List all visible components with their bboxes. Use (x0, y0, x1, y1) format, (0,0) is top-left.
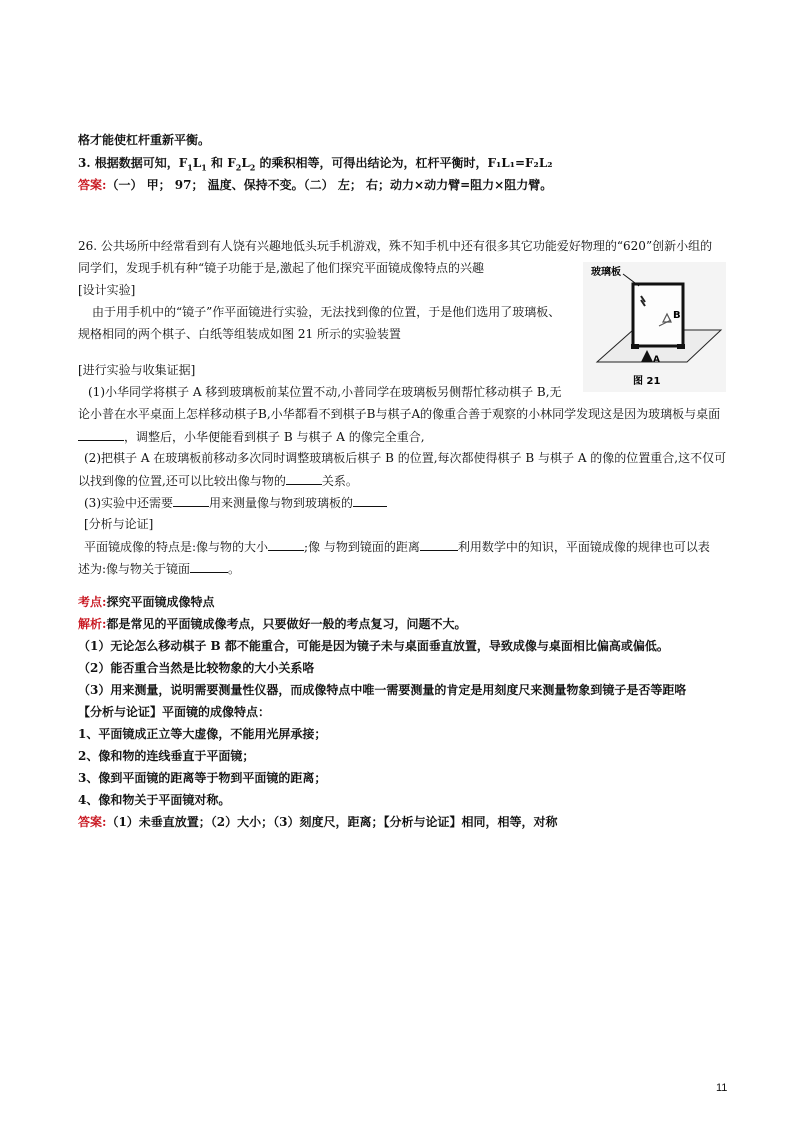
step1-line-2: 论小普在水平桌面上怎样移动棋子B,小华都看不到棋子B与棋子A的像重合善于观察的小林同学发现这是因为玻璃板与桌面 (78, 407, 721, 421)
period: 。 (228, 562, 241, 576)
answer-label: 答案: (78, 815, 107, 829)
step3-line (84, 494, 387, 511)
answer-blank[interactable] (353, 494, 387, 507)
symbol-l: L (241, 156, 250, 170)
page-number: 11 (716, 1082, 728, 1094)
analysis-text-end: 利用数学中的知识，平面镜成像的规律也可以表 (457, 540, 710, 554)
symbol-l: L (192, 156, 202, 170)
q26-intro-1: 26. 公共场所中经常看到有人饶有兴趣地低头玩手机游戏，殊不知手机中还有很多其它功能爱好物理的“620”创新小组的 (78, 239, 713, 253)
solution-line-5: 1、平面镜成正立等大虚像，不能用光屏承接； (78, 727, 327, 741)
conclusion-line (78, 155, 553, 175)
experiment-heading: [进行实验与收集证据] (78, 363, 196, 377)
answer-blank[interactable] (420, 538, 458, 551)
kaodian-label: 考点: (78, 595, 107, 609)
step3-text: (3)实验中还需要 (84, 496, 173, 510)
jiexi-text: 都是常见的平面镜成像考点，只要做好一般的考点复习，问题不大。 (106, 617, 467, 631)
subscript: 2 (235, 162, 242, 173)
design-heading: [设计实验] (78, 283, 136, 297)
solution-line-1: （1）无论怎么移动棋子 B 都不能重合，可能是因为镜子未与桌面垂直放置，导致成像与桌面相比偏高或偏低。 (78, 639, 669, 653)
answer-blank[interactable] (173, 494, 209, 507)
figure-caption: 图 21 (633, 376, 661, 387)
answer-blank[interactable] (78, 428, 124, 441)
design-line-2: 规格相同的两个棋子、白纸等组装成如图 21 所示的实验装置 (78, 327, 401, 341)
subscript: 2 (249, 162, 256, 173)
step1-line-1: (1)小华同学将棋子 A 移到玻璃板前某位置不动,小普同学在玻璃板另侧帮忙移动棋子 B,无 (88, 385, 562, 399)
answer-blank[interactable] (268, 538, 304, 551)
text-line: 格才能使杠杆重新平衡。 (78, 133, 211, 147)
answer-blank[interactable] (190, 560, 228, 573)
label-b: B (673, 310, 681, 321)
step2-line-2 (78, 472, 358, 489)
answer-text: （一） 甲； 97； 温度、保持不变。（二） 左； 右；动力×动力臂=阻力×阻力臂。 (106, 178, 553, 192)
step3-text-mid: 用来测量像与物到玻璃板的 (209, 496, 354, 510)
plate-stand-left (631, 344, 639, 349)
jiexi-line (78, 616, 466, 632)
conclusion-text: 的乘积相等，可得出结论为，杠杆平衡时， (255, 156, 488, 170)
answer-line-2 (78, 814, 558, 830)
analysis-text: 述为:像与物关于镜面 (78, 562, 191, 576)
solution-line-4: 【分析与论证】平面镜的成像特点： (78, 705, 271, 719)
formula: F₁L₁=F₂L₂ (487, 156, 553, 170)
jiexi-label: 解析: (78, 617, 107, 631)
glass-label: 玻璃板 (591, 267, 621, 278)
step2-text: 以找到像的位置,还可以比较出像与物的 (78, 474, 286, 488)
step2-text-end: 关系。 (321, 474, 358, 488)
answer-text: （1）未垂直放置；（2）大小；（3）刻度尺，距离；【分析与论证】相同，相等，对称 (106, 815, 558, 829)
q26-intro-2: 同学们，发现手机有种“镜子功能于是,激起了他们探究平面镜成像特点的兴趣 (78, 261, 484, 275)
subscript: 1 (187, 162, 193, 173)
conjunction: 和 (206, 156, 228, 170)
solution-line-2: （2）能否重合当然是比较物象的大小关系咯 (78, 661, 315, 675)
plate-stand-right (677, 344, 685, 349)
symbol-f: F (227, 156, 236, 170)
analysis-text-mid: ;像 与物到镜面的距离 (304, 540, 420, 554)
solution-line-7: 3、像到平面镜的距离等于物到平面镜的距离； (78, 771, 327, 785)
mirror-experiment-diagram (583, 262, 726, 392)
solution-line-6: 2、像和物的连线垂直于平面镜； (78, 749, 255, 763)
symbol-f: F (178, 156, 188, 170)
solution-line-3: （3）用来测量，说明需要测量性仪器，而成像特点中唯一需要测量的肯定是用刻度尺来测量物象到镜子是否等距咯 (78, 683, 687, 697)
kaodian-text: 探究平面镜成像特点 (106, 595, 215, 609)
answer-line-1 (78, 177, 552, 193)
kaodian-line (78, 594, 214, 610)
analysis-line-2 (78, 560, 240, 577)
answer-label: 答案: (78, 178, 107, 192)
solution-line-8: 4、像和物关于平面镜对称。 (78, 793, 231, 807)
analysis-line-1 (84, 538, 710, 555)
step2-line-1: (2)把棋子 A 在玻璃板前移动多次同时调整玻璃板后棋子 B 的位置,每次都使得棋子 B 与棋子 A 的像的位置重合,这不仅可 (84, 451, 727, 465)
subscript: 1 (201, 162, 207, 173)
answer-blank[interactable] (286, 472, 322, 485)
analysis-heading: [分析与论证] (84, 517, 154, 531)
step1-line-3 (78, 428, 425, 445)
step1-text: ，调整后，小华便能看到棋子 B 与棋子 A 的像完全重合, (124, 430, 425, 444)
figure-21 (583, 262, 726, 392)
analysis-text: 平面镜成像的特点是:像与物的大小 (84, 540, 269, 554)
label-a: A (653, 355, 660, 365)
design-line-1: 由于用手机中的“镜子”作平面镜进行实验，无法找到像的位置，于是他们选用了玻璃板、 (92, 305, 561, 319)
conclusion-prefix: 3. 根据数据可知， (78, 156, 179, 170)
